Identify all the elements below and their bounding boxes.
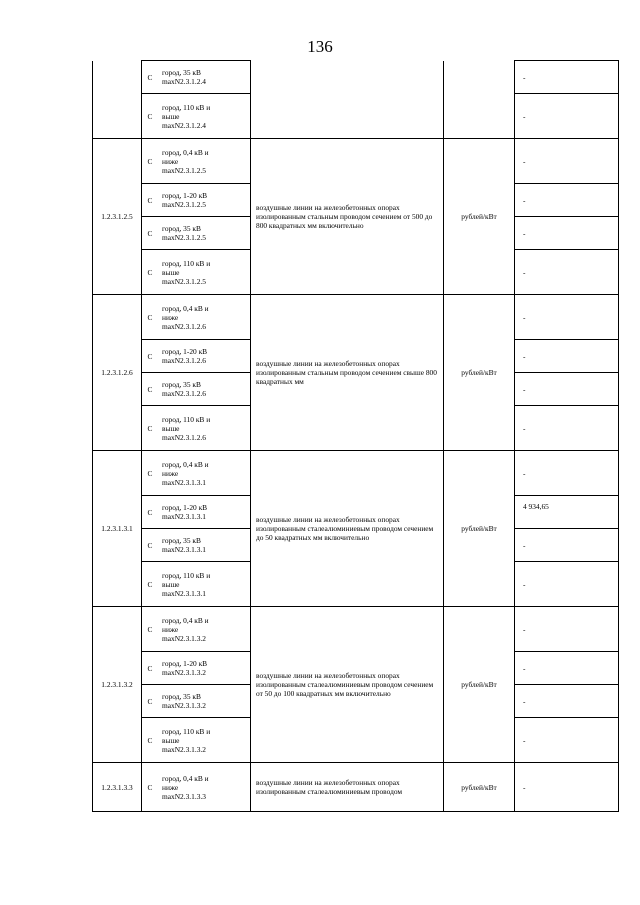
voltage-name-cell: город, 35 кВ maxN2.3.1.2.4	[158, 61, 251, 94]
value-cell: -	[515, 607, 619, 652]
value-cell: -	[515, 685, 619, 718]
table-row	[93, 61, 619, 94]
voltage-class-cell: С	[142, 406, 159, 451]
description-cell: воздушные линии на железобетонных опорах изолированным стальным проводом сечением от 500 до 800 квадратных мм включительно	[251, 139, 444, 295]
voltage-class-cell: С	[142, 496, 159, 529]
tariff-table	[92, 60, 619, 812]
unit-cell: рублей/кВт	[444, 763, 515, 812]
voltage-class-cell: С	[142, 607, 159, 652]
value-cell: -	[515, 451, 619, 496]
table-row	[93, 139, 619, 184]
page-number: 136	[307, 37, 333, 56]
code-cell: 1.2.3.1.3.3	[93, 763, 142, 812]
voltage-name-cell: город, 110 кВ и выше maxN2.3.1.3.2	[158, 718, 251, 763]
voltage-name-cell: город, 110 кВ и выше maxN2.3.1.2.6	[158, 406, 251, 451]
voltage-class-cell: С	[142, 685, 159, 718]
voltage-class-cell: С	[142, 763, 159, 812]
voltage-name-cell: город, 0,4 кВ и ниже maxN2.3.1.3.3	[158, 763, 251, 812]
value-cell: -	[515, 61, 619, 94]
voltage-name-cell: город, 1-20 кВ maxN2.3.1.3.2	[158, 652, 251, 685]
voltage-name-cell: город, 35 кВ maxN2.3.1.2.5	[158, 217, 251, 250]
voltage-class-cell: С	[142, 529, 159, 562]
voltage-name-cell: город, 35 кВ maxN2.3.1.2.6	[158, 373, 251, 406]
code-cell: 1.2.3.1.3.2	[93, 607, 142, 763]
voltage-class-cell: С	[142, 61, 159, 94]
value-cell: -	[515, 217, 619, 250]
unit-cell: рублей/кВт	[444, 139, 515, 295]
voltage-name-cell: город, 110 кВ и выше maxN2.3.1.2.4	[158, 94, 251, 139]
code-cell: 1.2.3.1.2.6	[93, 295, 142, 451]
value-cell: -	[515, 406, 619, 451]
code-cell	[93, 61, 142, 139]
description-cell	[251, 61, 444, 139]
value-cell: -	[515, 139, 619, 184]
description-cell: воздушные линии на железобетонных опорах изолированным сталеалюминиевым проводом сечением от 50 до 100 квадратных мм включительно	[251, 607, 444, 763]
voltage-name-cell: город, 0,4 кВ и ниже maxN2.3.1.2.5	[158, 139, 251, 184]
voltage-name-cell: город, 0,4 кВ и ниже maxN2.3.1.2.6	[158, 295, 251, 340]
code-cell: 1.2.3.1.2.5	[93, 139, 142, 295]
voltage-name-cell: город, 0,4 кВ и ниже maxN2.3.1.3.1	[158, 451, 251, 496]
voltage-name-cell: город, 110 кВ и выше maxN2.3.1.3.1	[158, 562, 251, 607]
voltage-name-cell: город, 1-20 кВ maxN2.3.1.2.6	[158, 340, 251, 373]
voltage-class-cell: С	[142, 250, 159, 295]
unit-cell: рублей/кВт	[444, 295, 515, 451]
voltage-name-cell: город, 0,4 кВ и ниже maxN2.3.1.3.2	[158, 607, 251, 652]
unit-cell: рублей/кВт	[444, 451, 515, 607]
voltage-class-cell: С	[142, 718, 159, 763]
description-cell: воздушные линии на железобетонных опорах изолированным стальным проводом сечением свыше 800 квадратных мм	[251, 295, 444, 451]
table-row	[93, 295, 619, 340]
table-row	[93, 607, 619, 652]
value-cell: -	[515, 562, 619, 607]
code-cell: 1.2.3.1.3.1	[93, 451, 142, 607]
unit-cell	[444, 61, 515, 139]
voltage-name-cell: город, 35 кВ maxN2.3.1.3.2	[158, 685, 251, 718]
voltage-class-cell: С	[142, 184, 159, 217]
voltage-class-cell: С	[142, 373, 159, 406]
voltage-name-cell: город, 110 кВ и выше maxN2.3.1.2.5	[158, 250, 251, 295]
table-row	[93, 451, 619, 496]
value-cell: -	[515, 373, 619, 406]
value-cell: -	[515, 340, 619, 373]
value-cell: -	[515, 529, 619, 562]
tariff-table-body	[93, 61, 619, 812]
value-cell: -	[515, 295, 619, 340]
voltage-class-cell: С	[142, 340, 159, 373]
voltage-name-cell: город, 1-20 кВ maxN2.3.1.3.1	[158, 496, 251, 529]
voltage-name-cell: город, 35 кВ maxN2.3.1.3.1	[158, 529, 251, 562]
table-row	[93, 763, 619, 812]
voltage-class-cell: С	[142, 451, 159, 496]
voltage-class-cell: С	[142, 139, 159, 184]
voltage-name-cell: город, 1-20 кВ maxN2.3.1.2.5	[158, 184, 251, 217]
value-cell: -	[515, 94, 619, 139]
description-cell: воздушные линии на железобетонных опорах изолированным сталеалюминиевым проводом сечением до 50 квадратных мм включительно	[251, 451, 444, 607]
value-cell: -	[515, 184, 619, 217]
voltage-class-cell: С	[142, 295, 159, 340]
voltage-class-cell: С	[142, 217, 159, 250]
description-cell: воздушные линии на железобетонных опорах изолированным сталеалюминиевым проводом	[251, 763, 444, 812]
unit-cell: рублей/кВт	[444, 607, 515, 763]
voltage-class-cell: С	[142, 652, 159, 685]
value-cell: -	[515, 763, 619, 812]
value-cell: -	[515, 718, 619, 763]
value-cell: -	[515, 250, 619, 295]
value-cell: 4 934,65	[515, 496, 619, 529]
value-cell: -	[515, 652, 619, 685]
voltage-class-cell: С	[142, 562, 159, 607]
voltage-class-cell: С	[142, 94, 159, 139]
